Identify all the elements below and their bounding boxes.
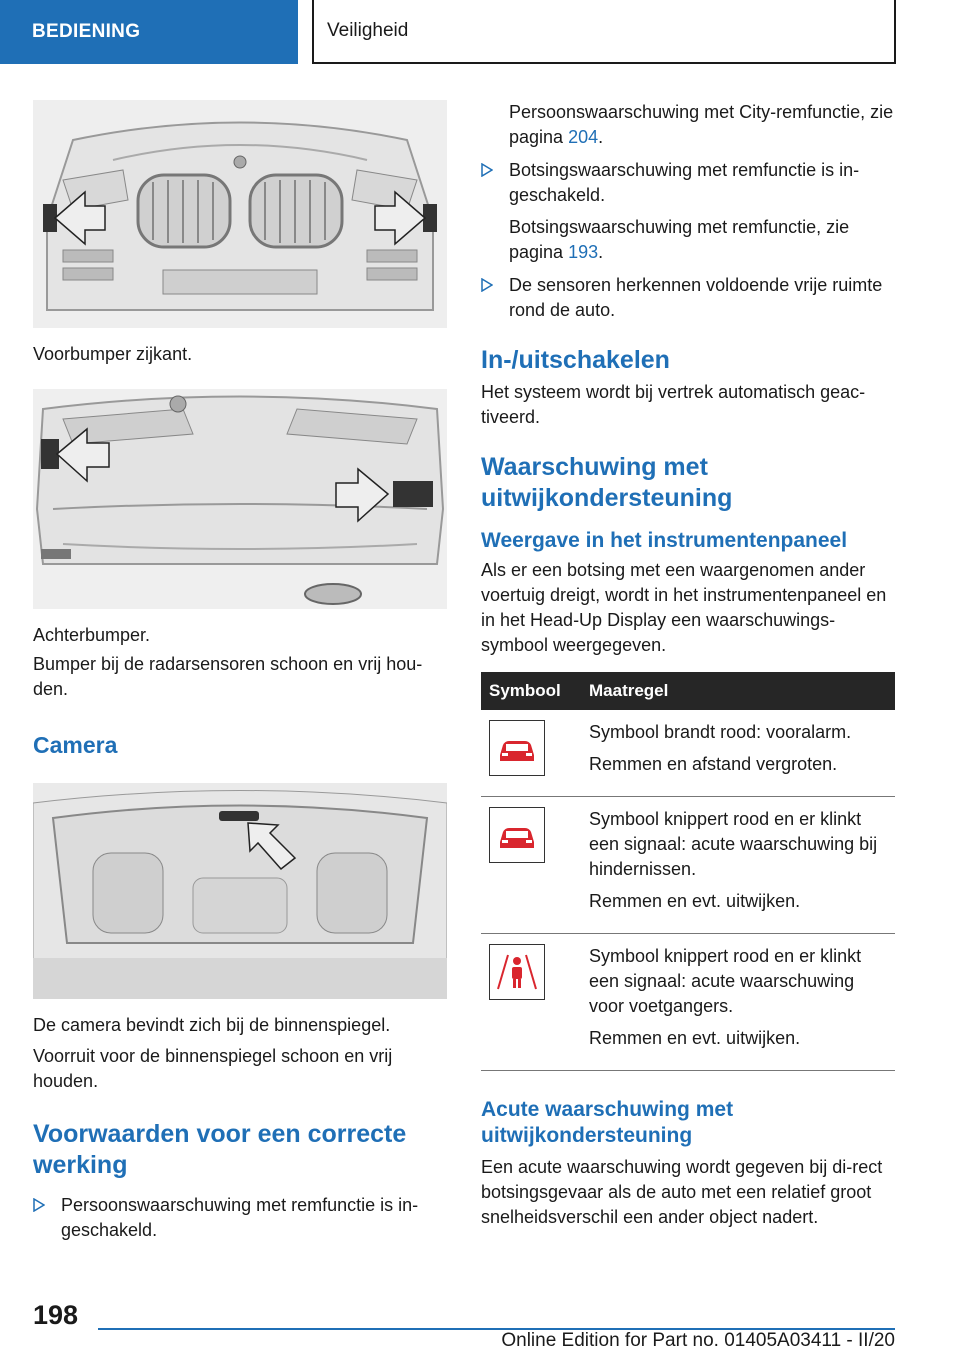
camera-caption: De camera bevindt zich bij de binnenspiegel. [33, 1015, 391, 1035]
rear-bumper-text: Bumper bij de radarsensoren schoon en vrij hou-den. [33, 654, 423, 699]
acute-text: Een acute waarschuwing wordt gegeven bij di-rect botsingsgevaar als de auto met een relatief groot snelheidsverschil een ander object nadert. [481, 1157, 883, 1227]
acute-heading: Acute waarschuwing met uitwijkondersteuning [481, 1098, 734, 1147]
continued-text-body: Persoonswaarschuwing met City-remfunctie, zie pagina [509, 102, 894, 147]
list-item [481, 158, 895, 265]
bullet-triangle-icon [481, 163, 493, 177]
list-item [481, 273, 895, 323]
switch-heading: In-/uitschakelen [481, 346, 670, 374]
table-header-row [481, 672, 895, 710]
right-column [481, 100, 895, 1230]
car-warning-icon [489, 720, 545, 776]
camera-text: Voorruit voor de binnenspiegel schoon en vrij houden. [33, 1046, 393, 1091]
front-bumper-caption: Voorbumper zijkant. [33, 344, 193, 364]
rear-bumper-caption: Achterbumper. [33, 625, 151, 645]
front-bumper-figure [33, 100, 447, 328]
pedestrian-warning-icon [489, 944, 545, 1000]
car-warning-icon [489, 807, 545, 863]
chapter-title: Veiligheid [327, 20, 409, 41]
table-header-action: Maatregel [581, 672, 895, 710]
page-link-193[interactable]: 193 [568, 242, 599, 262]
bullet-text: De sensoren herkennen voldoende vrije ruimte rond de auto. [509, 275, 883, 320]
bullet-triangle-icon [33, 1198, 45, 1212]
display-text: Als er een botsing met een waargenomen ander voertuig dreigt, wordt in het instrumentenpaneel en in het Head-Up Display een waarschuwings-symbool weergegeven. [481, 560, 887, 655]
edition-footer: Online Edition for Part no. 01405A03411 - II/20 [501, 1330, 895, 1351]
table-cell-line2: Remmen en afstand vergroten. [589, 754, 838, 774]
camera-figure [33, 783, 447, 999]
table-cell-line2: Remmen en evt. uitwijken. [589, 1028, 801, 1048]
table-cell-line1: Symbool knippert rood en er klinkt een signaal: acute waarschuwing bij hindernissen. [589, 809, 878, 879]
bullet-text: Botsingswaarschuwing met remfunctie is in-geschakeld. [509, 160, 860, 205]
requirements-heading: Voorwaarden voor een correcte werking [33, 1120, 407, 1179]
table-cell-line1: Symbool knippert rood en er klinkt een signaal: acute waarschuwing voor voetgangers. [589, 946, 862, 1016]
bullet-text: Persoonswaarschuwing met remfunctie is in-geschakeld. [61, 1195, 419, 1240]
warning-heading: Waarschuwing met uitwijkondersteuning [481, 453, 733, 512]
display-heading: Weergave in het instrumentenpaneel [481, 529, 848, 552]
table-header-symbol: Symbool [481, 672, 581, 710]
table-cell-line2: Remmen en evt. uitwijken. [589, 891, 801, 911]
table-row [481, 934, 895, 1071]
list-item [33, 1193, 447, 1243]
rear-bumper-figure [33, 389, 447, 609]
table-row [481, 797, 895, 934]
section-tab [0, 0, 298, 64]
bullet-subtext: Botsingswaarschuwing met remfunctie, zie pagina 193. [509, 217, 850, 262]
switch-text: Het systeem wordt bij vertrek automatisch geac-tiveerd. [481, 382, 866, 427]
bullet-subtext-body: Botsingswaarschuwing met remfunctie, zie pagina [509, 217, 850, 262]
bullet-triangle-icon [481, 278, 493, 292]
section-title: BEDIENING [32, 21, 141, 42]
chapter-tab [312, 0, 896, 64]
table-cell-line1: Symbool brandt rood: vooralarm. [589, 722, 852, 742]
page-number: 198 [33, 1300, 79, 1330]
continued-text: Persoonswaarschuwing met City-remfunctie, zie pagina 204. [509, 102, 894, 147]
symbol-table [481, 672, 895, 1071]
camera-heading: Camera [33, 732, 118, 758]
page-link-204[interactable]: 204 [568, 127, 599, 147]
left-column [33, 100, 447, 1243]
table-row [481, 710, 895, 797]
